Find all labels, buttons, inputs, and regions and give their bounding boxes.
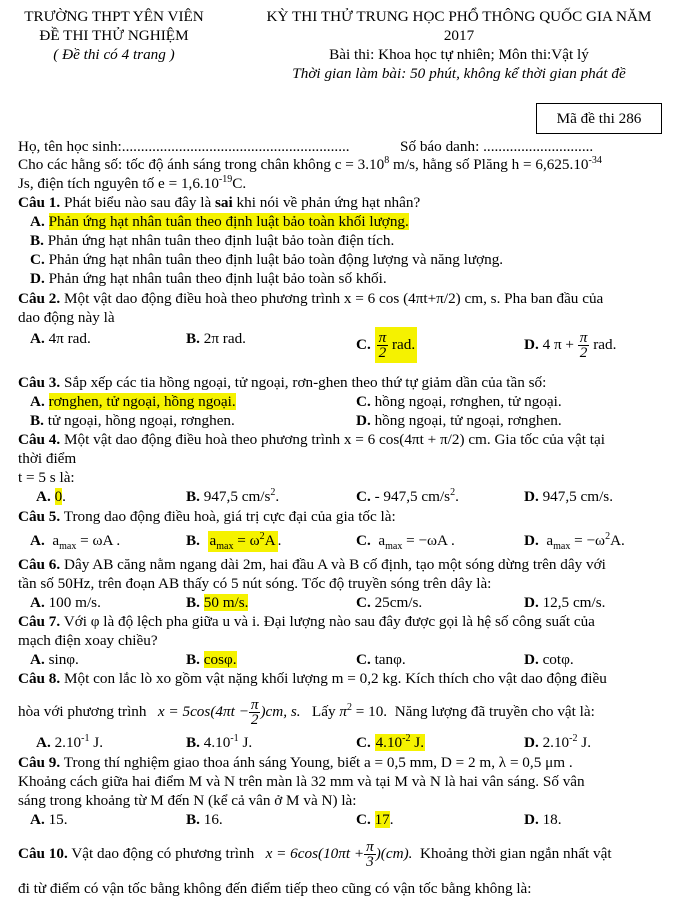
question-6: Câu 6. Dây AB căng nằm ngang dài 2m, hai đầu A và B cố định, tạo một sóng dừng trên dây với	[18, 556, 606, 573]
exam-subject: Bài thi: Khoa học tự nhiên; Môn thi:Vật lý	[329, 46, 589, 63]
q9-option-b[interactable]: B. 16.	[186, 811, 223, 828]
pages-note: ( Đề thi có 4 trang )	[53, 46, 175, 63]
question-8: Câu 8. Một con lắc lò xo gồm vật nặng khối lượng m = 0,2 kg. Kích thích cho vật dao động điều	[18, 670, 607, 687]
q7-option-c[interactable]: C. tanφ.	[356, 651, 406, 668]
q1-option-c[interactable]: C. Phản ứng hạt nhân tuân theo định luật bảo toàn động lượng và năng lượng.	[30, 251, 504, 268]
q3-option-c[interactable]: C. hồng ngoại, rơnghen, tử ngoại.	[356, 393, 562, 410]
q1-option-d[interactable]: D. Phản ứng hạt nhân tuân theo định luật bảo toàn số khối.	[30, 270, 387, 287]
q8-option-a[interactable]: A. $2.10^{-1}$ J.	[36, 732, 103, 751]
q2-option-c[interactable]: C. $\frac{\pi}{2}$ rad.	[356, 327, 417, 363]
q5-option-b[interactable]: B. $a_{max} = \omega^2A$ .	[186, 530, 282, 553]
question-4: Câu 4. Một vật dao động điều hoà theo phương trình x = 6 cos(4πt + π/2) cm. Gia tốc của vật tại	[18, 431, 605, 448]
question-4-cont-2: t = 5 s là:	[18, 469, 75, 486]
constants-line-2: Js, điện tích nguyên tố $e = 1,6.10^{-19}C$.	[18, 173, 247, 192]
exam-type: ĐỀ THI THỬ NGHIỆM	[39, 27, 189, 44]
constants-line-1: Cho các hằng số: tốc độ ánh sáng trong chân không $c = 3.10^8$ m/s, hằng số Plăng $h = 6,625.10^{-34}$	[18, 154, 602, 173]
q1-option-a[interactable]: A. Phản ứng hạt nhân tuân theo định luật bảo toàn khối lượng.	[30, 213, 409, 230]
q7-option-a[interactable]: A. sinφ.	[30, 651, 79, 668]
q3-option-b[interactable]: B. tử ngoại, hồng ngoại, rơnghen.	[30, 412, 235, 429]
student-id-label: Số báo danh: .............................	[400, 138, 594, 155]
q8-option-c[interactable]: C. $4.10^{-2}$ J.	[356, 732, 424, 751]
q6-option-a[interactable]: A. 100 m/s.	[30, 594, 101, 611]
exam-year: 2017	[443, 27, 475, 44]
exam-title: KỲ THI THỬ TRUNG HỌC PHỔ THÔNG QUỐC GIA NĂM	[266, 8, 652, 25]
q6-option-b[interactable]: B. 50 m/s.	[186, 594, 249, 611]
q5-option-c[interactable]: C. $a_{max} = -\omega A$ .	[356, 532, 455, 553]
question-10-cont: đi từ điểm có vận tốc bằng không đến điểm tiếp theo cũng có vận tốc bằng không là:	[18, 880, 532, 897]
q5-option-a[interactable]: A. $a_{max} = \omega A$ .	[30, 532, 121, 553]
q2-d-fraction: $\frac{\pi}{2}$	[579, 329, 588, 362]
question-7: Câu 7. Với φ là độ lệch pha giữa u và i. Đại lượng nào sau đây được gọi là hệ số công suất của	[18, 613, 595, 630]
question-1: Câu 1. Phát biểu nào sau đây là sai khi nói về phản ứng hạt nhân?	[18, 194, 421, 211]
q9-option-a[interactable]: A. 15.	[30, 811, 68, 828]
question-2-cont: dao động này là	[18, 309, 115, 326]
question-7-cont: mạch điện xoay chiều?	[18, 632, 158, 649]
q4-option-a[interactable]: A. 0.	[36, 488, 66, 505]
question-10: Câu 10. Vật dao động có phương trình x = 6cos(10πt + $\frac{\pi}{3}$ )(cm). Khoảng thời gian ngắn nhất vật	[18, 838, 612, 871]
q3-option-d[interactable]: D. hồng ngoại, tử ngoại, rơnghen.	[356, 412, 562, 429]
question-2: Câu 2. Một vật dao động điều hoà theo phương trình x = 6 cos (4πt+π/2) cm, s. Pha ban đầu của	[18, 290, 604, 307]
q6-option-c[interactable]: C. 25cm/s.	[356, 594, 423, 611]
q3-option-a[interactable]: A. rơnghen, tử ngoại, hồng ngoại.	[30, 393, 236, 410]
question-5: Câu 5. Trong dao động điều hoà, giá trị cực đại của gia tốc là:	[18, 508, 396, 525]
student-name-label: Họ, tên học sinh:............................................................	[18, 138, 350, 155]
question-3: Câu 3. Sắp xếp các tia hồng ngoại, tử ngoại, rơn-ghen theo thứ tự giảm dần của tần số:	[18, 374, 547, 391]
q8-option-d[interactable]: D. $2.10^{-2}$ J.	[524, 732, 591, 751]
question-8-cont: hòa với phương trình x = 5cos(4πt − $\frac{\pi}{2}$ )cm, s. Lấy $\pi^2 = 10$. Năng lượng đã truyền cho vật là:	[18, 696, 595, 729]
question-9-cont: Khoảng cách giữa hai điểm M và N trên màn là 32 mm và tại M và N là hai vân sáng. Số vân	[18, 773, 585, 790]
q2-option-d[interactable]: D. 4 π + $\frac{\pi}{2}$ rad.	[524, 329, 617, 362]
q6-option-d[interactable]: D. 12,5 cm/s.	[524, 594, 606, 611]
q8-option-b[interactable]: B. $4.10^{-1}$ J.	[186, 732, 253, 751]
q2-option-b[interactable]: B. 2π rad.	[186, 330, 246, 347]
q4-option-b[interactable]: B. 947,5 $cm/s^2$.	[186, 486, 280, 505]
question-9-cont-2: sáng trong khoảng từ M đến N (kể cả vân ở M và N) là:	[18, 792, 357, 809]
q8-equation: x = 5cos(4πt − $\frac{\pi}{2}$ )cm, s.	[157, 696, 301, 729]
exam-time: Thời gian làm bài: 50 phút, không kể thời gian phát đề	[292, 65, 626, 82]
q10-equation: x = 6cos(10πt + $\frac{\pi}{3}$ )(cm).	[265, 838, 413, 871]
question-9: Câu 9. Trong thí nghiệm giao thoa ánh sáng Young, biết a = 0,5 mm, D = 2 m, λ = 0,5 μm .	[18, 754, 573, 771]
question-4-cont: thời điểm	[18, 450, 77, 467]
q2-option-a[interactable]: A. 4π rad.	[30, 330, 91, 347]
school-name: TRƯỜNG THPT YÊN VIÊN	[24, 8, 204, 25]
q7-option-d[interactable]: D. cotφ.	[524, 651, 574, 668]
question-6-cont: tần số 50Hz, trên đoạn AB thấy có 5 nút sóng. Tốc độ truyền sóng trên dây là:	[18, 575, 492, 592]
q9-option-c[interactable]: C. 17.	[356, 811, 394, 828]
q4-option-d[interactable]: D. 947,5 cm/s.	[524, 488, 614, 505]
q1-option-b[interactable]: B. Phản ứng hạt nhân tuân theo định luật bảo toàn điện tích.	[30, 232, 395, 249]
exam-code: Mã đề thi 286	[556, 110, 642, 127]
q4-option-c[interactable]: C. - 947,5 $cm/s^2$.	[356, 486, 459, 505]
exam-code-box	[536, 103, 662, 134]
q7-option-b[interactable]: B. cosφ.	[186, 651, 237, 668]
q2-c-fraction: $\frac{\pi}{2}$	[378, 329, 387, 362]
q5-option-d[interactable]: D. $a_{max} = -\omega^2A$.	[524, 530, 625, 553]
q9-option-d[interactable]: D. 18.	[524, 811, 562, 828]
